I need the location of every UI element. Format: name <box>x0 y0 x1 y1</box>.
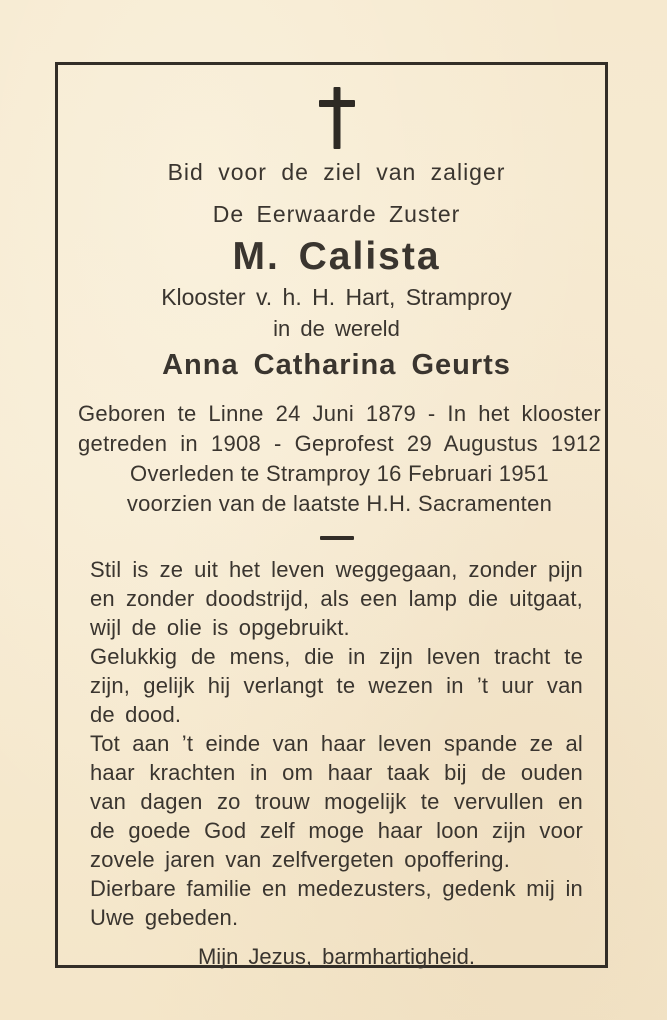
section-divider <box>320 536 354 540</box>
memorial-text-block <box>90 555 583 932</box>
life-dates-line: getreden in 1908 - Geprofest 29 Augustus 1912 <box>78 431 601 456</box>
memorial-paragraph: Dierbare familie en medezusters, gedenk mij in Uwe gebeden. <box>90 876 583 930</box>
prayer-intro-line: Bid voor de ziel van zaliger <box>167 159 506 185</box>
cross-horizontal-bar <box>319 100 355 107</box>
life-dates-block <box>78 399 601 519</box>
cross-vertical-bar <box>333 87 340 149</box>
birth-name: Anna Catharina Geurts <box>162 349 511 381</box>
memorial-paragraph: Stil is ze uit het leven weggegaan, zonder pijn en zonder doodstrijd, als een lamp die uitgaat, wijl de olie is opgebruikt. <box>90 557 583 640</box>
life-dates-line: Geboren te Linne 24 Juni 1879 - In het klooster <box>78 401 601 426</box>
convent-line: Klooster v. h. H. Hart, Stramproy <box>161 284 512 310</box>
memorial-paragraph: Tot aan ’t einde van haar leven spande ze al haar krachten in om haar taak bij de ouden van dagen zo trouw mogelijk te vervullen en de goede God zelf moge haar loon zijn voor zovele jaren van zelfvergeten opoffering. <box>90 731 583 872</box>
memorial-paragraph: Gelukkig de mens, die in zijn leven tracht te zijn, gelijk hij verlangt te wezen in ’t uur van de dood. <box>90 644 583 727</box>
life-dates-line: Overleden te Stramproy 16 Februari 1951 <box>130 461 549 486</box>
religious-name: M. Calista <box>232 235 441 278</box>
closing-prayer-line: Mijn Jezus, barmhartigheid. <box>197 944 475 969</box>
card-border-frame <box>55 62 608 968</box>
latin-cross-icon <box>317 87 357 149</box>
life-dates-line: voorzien van de laatste H.H. Sacramenten <box>126 491 553 516</box>
in-the-world-line: in de wereld <box>273 316 400 341</box>
honorific-line: De Eerwaarde Zuster <box>212 201 461 227</box>
